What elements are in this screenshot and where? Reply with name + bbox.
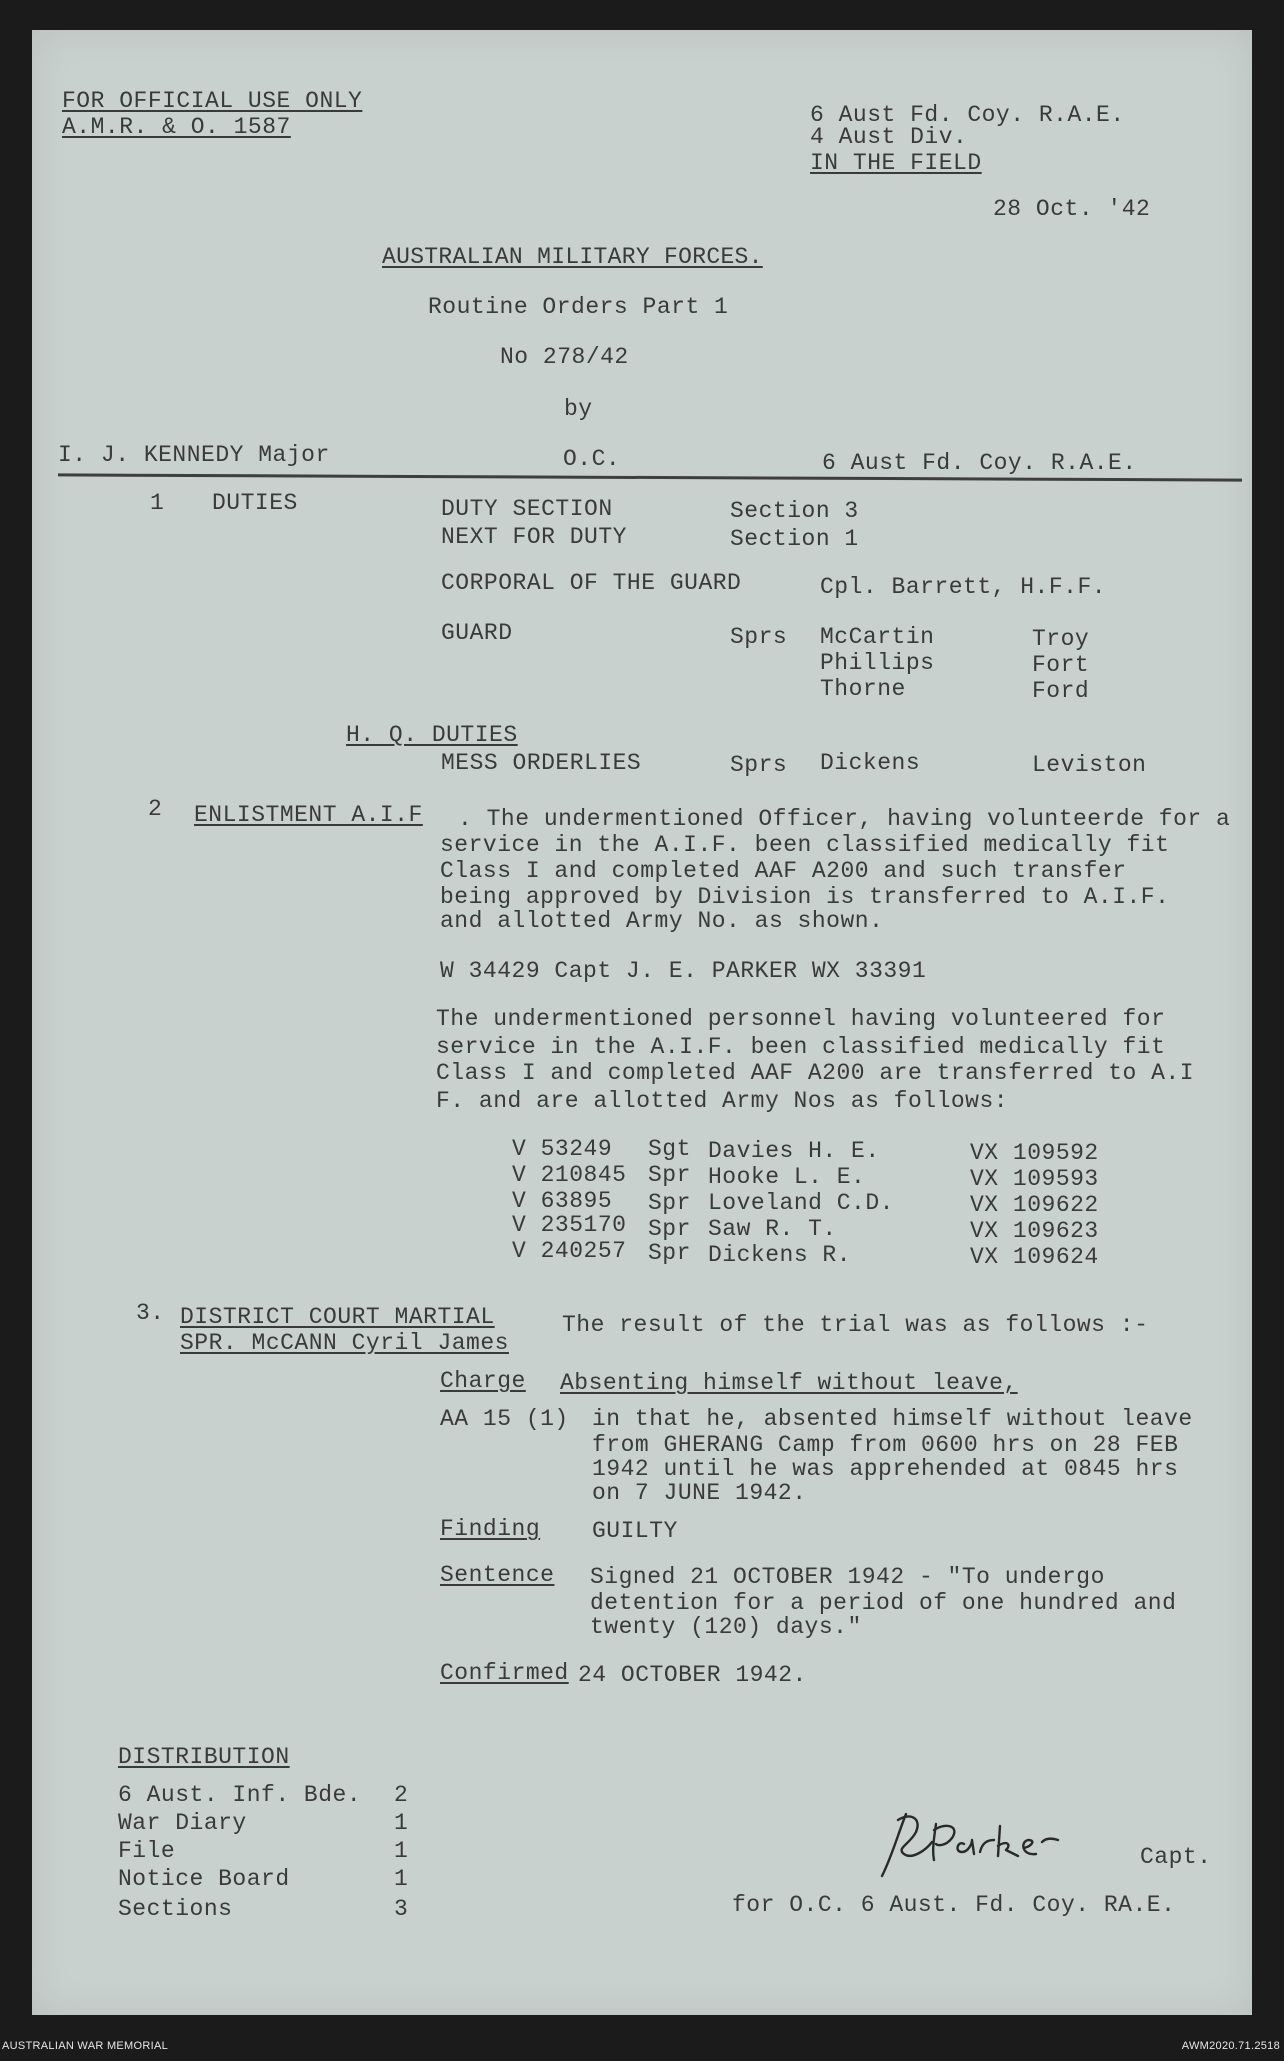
charge-detail: 1942 until he was apprehended at 0845 hrs (592, 1456, 1179, 1482)
handwritten-signature (876, 1804, 1096, 1884)
rank: Spr (648, 1216, 691, 1242)
old-army-number: V 53249 (512, 1136, 613, 1162)
mess-orderlies-label: MESS ORDERLIES (441, 750, 642, 776)
enlistment-text: The undermentioned personnel having volunteered for (436, 1006, 1166, 1032)
old-army-number: V 63895 (512, 1188, 613, 1214)
corporal-guard-label: CORPORAL OF THE GUARD (441, 570, 742, 596)
new-army-number: VX 109592 (970, 1140, 1099, 1166)
enlistment-text: service in the A.I.F. been classified medically fit (440, 832, 1170, 858)
archive-reference: AWM2020.71.2518 (1181, 2040, 1280, 2052)
person-name: Loveland C.D. (708, 1190, 894, 1216)
old-army-number: V 210845 (512, 1162, 627, 1188)
mess-rank: Sprs (730, 752, 788, 778)
sentence-detail: twenty (120) days." (590, 1614, 862, 1640)
distribution-name: Notice Board (118, 1866, 290, 1892)
charge-detail: on 7 JUNE 1942. (592, 1480, 807, 1506)
confirmed-value: 24 OCTOBER 1942. (578, 1662, 807, 1688)
guard-name: Troy (1032, 626, 1090, 652)
guard-name: Thorne (820, 676, 906, 702)
old-army-number: V 240257 (512, 1238, 627, 1264)
archive-source-label: AUSTRALIAN WAR MEMORIAL (2, 2040, 169, 2052)
enlistment-text: being approved by Division is transferred to A.I.F. (440, 884, 1170, 910)
person-name: Dickens R. (708, 1242, 852, 1268)
restriction-line-2: A.M.R. & O. 1587 (62, 114, 291, 140)
rank: Spr (648, 1190, 691, 1216)
charge-value: Absenting himself without leave, (560, 1370, 1018, 1396)
next-duty-value: Section 1 (730, 526, 859, 552)
finding-label: Finding (440, 1516, 541, 1542)
person-name: Hooke L. E. (708, 1164, 866, 1190)
section-1-number: 1 (150, 490, 165, 516)
distribution-count: 1 (394, 1838, 409, 1864)
new-army-number: VX 109624 (970, 1244, 1099, 1270)
enlistment-text: Class I and completed AAF A200 and such transfer (440, 858, 1127, 884)
person-name: Davies H. E. (708, 1138, 880, 1164)
issuing-unit: 6 Aust Fd. Coy. R.A.E. (822, 450, 1137, 476)
enlistment-text: service in the A.I.F. been classified medically fit (436, 1034, 1166, 1060)
new-army-number: VX 109622 (970, 1192, 1099, 1218)
accused-name: SPR. McCANN Cyril James (180, 1330, 509, 1356)
guard-name: Ford (1032, 678, 1090, 704)
charge-detail: in that he, absented himself without leave (592, 1406, 1193, 1432)
sentence-detail: Signed 21 OCTOBER 1942 - "To undergo (590, 1564, 1105, 1590)
duty-section-value: Section 3 (730, 498, 859, 524)
section-1-heading: DUTIES (212, 490, 298, 516)
distribution-count: 1 (394, 1810, 409, 1836)
new-army-number: VX 109593 (970, 1166, 1099, 1192)
distribution-count: 1 (394, 1866, 409, 1892)
charge-label: Charge (440, 1368, 526, 1394)
enlistment-text: . The undermentioned Officer, having volunteerde for a (458, 806, 1231, 832)
new-army-number: VX 109623 (970, 1218, 1099, 1244)
section-2-heading: ENLISTMENT A.I.F (194, 802, 423, 828)
enlistment-text: F. and are allotted Army Nos as follows: (436, 1088, 1009, 1114)
distribution-name: File (118, 1838, 176, 1864)
old-army-number: V 235170 (512, 1212, 627, 1238)
mess-name: Leviston (1032, 752, 1147, 778)
guard-rank: Sprs (730, 624, 788, 650)
issuing-officer: I. J. KENNEDY Major (58, 442, 330, 468)
distribution-name: Sections (118, 1896, 233, 1922)
unit-line-2: 4 Aust Div. (810, 124, 968, 150)
guard-name: McCartin (820, 624, 935, 650)
by-label: by (564, 396, 593, 422)
distribution-count: 3 (394, 1896, 409, 1922)
charge-detail: from GHERANG Camp from 0600 hrs on 28 FEB (592, 1432, 1179, 1458)
trial-result-intro: The result of the trial was as follows :- (562, 1312, 1149, 1338)
rank: Spr (648, 1240, 691, 1266)
distribution-count: 2 (394, 1782, 409, 1808)
mess-name: Dickens (820, 750, 921, 776)
person-name: Saw R. T. (708, 1216, 837, 1242)
unit-line-1: 6 Aust Fd. Coy. R.A.E. (810, 102, 1125, 128)
oc-label: O.C. (563, 446, 621, 472)
section-3-number: 3. (136, 1300, 165, 1326)
confirmed-label: Confirmed (440, 1660, 569, 1686)
hq-duties-heading: H. Q. DUTIES (346, 722, 518, 748)
rank: Spr (648, 1162, 691, 1188)
corporal-guard-value: Cpl. Barrett, H.F.F. (820, 574, 1107, 600)
document-heading: AUSTRALIAN MILITARY FORCES. (382, 244, 763, 270)
rank: Sgt (648, 1136, 691, 1162)
order-date: 28 Oct. '42 (993, 196, 1151, 222)
next-duty-label: NEXT FOR DUTY (441, 524, 627, 550)
guard-name: Fort (1032, 652, 1090, 678)
document-subheading: Routine Orders Part 1 (428, 294, 729, 320)
signatory-on-behalf: for O.C. 6 Aust. Fd. Coy. RA.E. (732, 1892, 1176, 1918)
section-2-number: 2 (148, 796, 163, 822)
sentence-detail: detention for a period of one hundred and (590, 1590, 1177, 1616)
signatory-rank: Capt. (1140, 1844, 1212, 1870)
restriction-line-1: FOR OFFICIAL USE ONLY (62, 88, 363, 114)
sentence-label: Sentence (440, 1562, 555, 1588)
guard-label: GUARD (441, 620, 513, 646)
distribution-name: War Diary (118, 1810, 247, 1836)
finding-value: GUILTY (592, 1518, 678, 1544)
officer-transfer-line: W 34429 Capt J. E. PARKER WX 33391 (440, 958, 927, 984)
order-number: No 278/42 (500, 344, 629, 370)
enlistment-text: and allotted Army No. as shown. (440, 908, 884, 934)
distribution-name: 6 Aust. Inf. Bde. (118, 1782, 362, 1808)
unit-line-3: IN THE FIELD (810, 150, 982, 176)
army-act-label: AA 15 (1) (440, 1406, 569, 1432)
guard-name: Phillips (820, 650, 935, 676)
distribution-heading: DISTRIBUTION (118, 1744, 290, 1770)
duty-section-label: DUTY SECTION (441, 496, 613, 522)
enlistment-text: Class I and completed AAF A200 are transferred to A.I (436, 1060, 1195, 1086)
section-3-heading: DISTRICT COURT MARTIAL (180, 1304, 495, 1330)
